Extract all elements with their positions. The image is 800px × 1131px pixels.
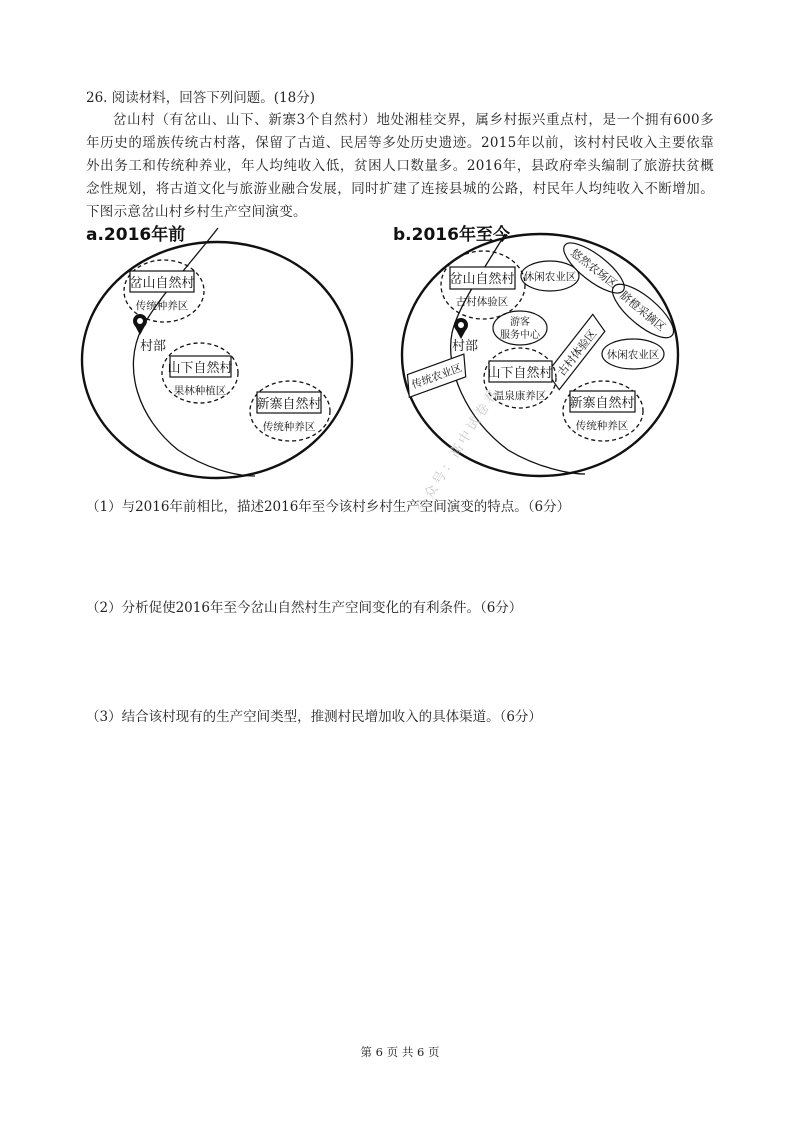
zone-a-shanxia-function: 果林种植区 xyxy=(173,385,227,397)
question-header: 26. 阅读材料，回答下列问题。(18分) xyxy=(86,90,315,106)
village-hq-a: 村部 xyxy=(140,339,167,354)
area-leisure-agri-1-label: 休闲农业区 xyxy=(523,271,577,283)
map-pin-icon xyxy=(454,318,468,339)
zone-b-chashan-name: 岔山自然村 xyxy=(449,272,515,287)
zone-b-shanxia-name: 山下自然村 xyxy=(487,366,553,381)
watermark: 公众号：高中试卷君 xyxy=(413,384,503,516)
sub-question-3: （3）结合该村现有的生产空间类型，推测村民增加收入的具体渠道。（6分） xyxy=(86,709,542,725)
zone-a-chashan-function: 传统种养区 xyxy=(135,300,189,312)
village-space-diagram xyxy=(80,218,720,480)
zone-b-xinzhai-function: 传统种养区 xyxy=(575,420,629,432)
diagram-a xyxy=(82,224,352,478)
area-leisure-agri-2-label: 休闲农业区 xyxy=(606,349,660,361)
area-ancient-village-label: 古村体验区 xyxy=(555,327,600,379)
zone-b-shanxia-function: 温泉康养区 xyxy=(493,390,547,402)
zone-a-shanxia-name: 山下自然村 xyxy=(167,361,233,376)
diagram-b-title: b.2016年至今 xyxy=(393,225,510,245)
zone-a-xinzhai-function: 传统种养区 xyxy=(262,421,316,433)
sub-question-2: （2）分析促使2016年至今岔山自然村生产空间变化的有利条件。（6分） xyxy=(86,600,523,616)
zone-b-chashan-function: 古村体验区 xyxy=(455,296,509,308)
visitor-center-line1: 游客 xyxy=(510,317,530,328)
area-leisure-farm-label: 悠然农场区 xyxy=(568,246,620,291)
visitor-center-line2: 服务中心 xyxy=(500,330,540,341)
area-traditional-agri-label: 传统农业区 xyxy=(410,362,464,392)
diagram-a-title: a.2016年前 xyxy=(86,225,186,245)
zone-a-xinzhai-name: 新寨自然村 xyxy=(256,397,322,412)
village-hq-b: 村部 xyxy=(452,339,479,354)
zone-b-xinzhai-name: 新寨自然村 xyxy=(569,396,635,411)
diagram-b xyxy=(393,224,681,476)
sub-question-1: （1）与2016年前相比，描述2016年至今该村乡村生产空间演变的特点。（6分） xyxy=(86,499,571,515)
zone-a-chashan-name: 岔山自然村 xyxy=(129,276,195,291)
area-orange-picking-label: 脐橙采摘区 xyxy=(617,288,668,335)
material-text: 岔山村（有岔山、山下、新寨3个自然村）地处湘桂交界，属乡村振兴重点村，是一个拥有600多年历史的瑶族传统古村落，保留了古道、民居等多处历史遗迹。2015年以前，该村村民收入主要依靠外出务工和传统种养业，年人均纯收入低，贫困人口数量多。2016年，县政府牵头编制了旅游扶贫概念性规划，将古道文化与旅游业融合发展，同时扩建了连接县城的公路，村民年人均纯收入不断增加。下图示意岔山村乡村生产空间演变。 xyxy=(86,112,714,220)
page-footer: 第 6 页 共 6 页 xyxy=(360,1045,440,1059)
